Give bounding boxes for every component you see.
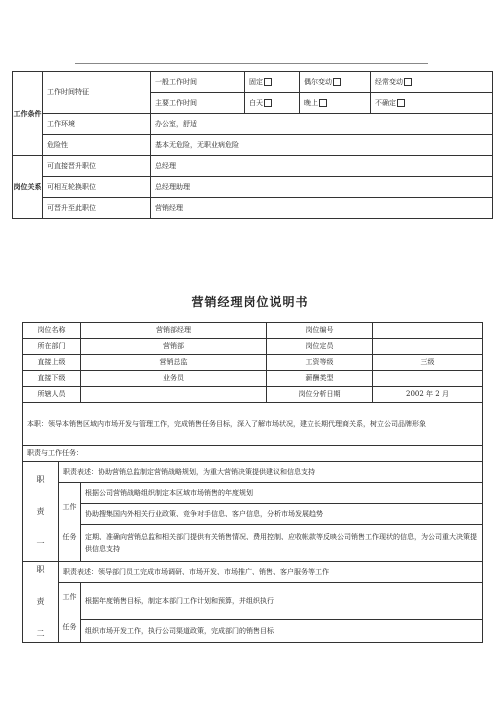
opt-occasional-label: 偶尔变动: [304, 77, 332, 86]
table-row: [23, 371, 483, 387]
table-row: [23, 323, 483, 339]
table-row: [13, 156, 493, 177]
job-description-table: [22, 322, 483, 643]
duty-two-label: 职 责 二: [23, 562, 59, 643]
grade-value: 三级: [373, 355, 483, 371]
duty-two-task-label: 工作 任务: [59, 583, 81, 643]
team-value: [81, 387, 267, 403]
opt-night-label: 晚上: [304, 98, 318, 107]
table-row: [13, 114, 493, 135]
conditions-category: 工作条件: [13, 72, 43, 156]
rotate-value: 总经理助理: [151, 177, 493, 198]
env-label: 工作环境: [43, 114, 151, 135]
uncertain-checkbox[interactable]: [397, 99, 405, 107]
table-row: [23, 387, 483, 403]
promote-value: 总经理: [151, 156, 493, 177]
occasional-checkbox[interactable]: [333, 78, 341, 86]
night-checkbox[interactable]: [319, 99, 327, 107]
table-row: [23, 620, 483, 643]
table-row: [23, 504, 483, 525]
rotate-label: 可相互轮换职位: [43, 177, 151, 198]
dept-value: 营销部: [81, 339, 267, 355]
staff-label: 岗位定员: [267, 339, 373, 355]
opt-uncertain-label: 不确定: [375, 98, 396, 107]
table-row: [13, 72, 493, 93]
table-row: [23, 355, 483, 371]
general-time-label: 一般工作时间: [151, 72, 245, 93]
team-label: 所辖人员: [23, 387, 81, 403]
relations-category: 岗位关系: [13, 156, 43, 219]
duty-one-task-label: 工作 任务: [59, 483, 81, 562]
document-title: 营销经理岗位说明书: [191, 295, 309, 309]
table-row: [23, 525, 483, 562]
duties-header: 职责与工作任务：: [23, 446, 483, 462]
name-label: 岗位名称: [23, 323, 81, 339]
date-label: 岗位分析日期: [267, 387, 373, 403]
promote-label: 可直接晋升职位: [43, 156, 151, 177]
summary-text: 本职：领导本销售区域内市场开发与管理工作，完成销售任务目标，深入了解市场状况，建立长期代理商关系，树立公司品牌形象: [23, 403, 483, 446]
pay-label: 薪酬类型: [267, 371, 373, 387]
duty-two-task: 根据年度销售目标，制定本部门工作计划和预算，并组织执行: [81, 583, 483, 620]
table-row: [23, 462, 483, 483]
frequent-checkbox[interactable]: [404, 78, 412, 86]
duty-two-description: 职责表述：领导部门员工完成市场调研、市场开发、市场推广、销售、客户服务等工作: [59, 562, 483, 583]
duty-one-label: 职 责 一: [23, 462, 59, 562]
day-checkbox[interactable]: [264, 99, 272, 107]
table-row: [23, 403, 483, 446]
grade-label: 工资等级: [267, 355, 373, 371]
name-value: 营销部经理: [81, 323, 267, 339]
opt-day-label: 白天: [249, 98, 263, 107]
sub-label: 直接下级: [23, 371, 81, 387]
risk-label: 危险性: [43, 135, 151, 156]
main-time-label: 主要工作时间: [151, 93, 245, 114]
dept-label: 所在部门: [23, 339, 81, 355]
table-row: [23, 339, 483, 355]
duty-two-task: 组织市场开发工作，执行公司渠道政策，完成部门的销售目标: [81, 620, 483, 643]
duty-one-task: 根据公司营销战略组织制定本区域市场销售的年度规划: [81, 483, 483, 504]
table-row: [13, 177, 493, 198]
table-row: [23, 446, 483, 462]
job-conditions-table: [12, 71, 493, 219]
from-label: 可晋升至此职位: [43, 198, 151, 219]
staff-value: [373, 339, 483, 355]
opt-fixed-label: 固定: [249, 77, 263, 86]
code-value: [373, 323, 483, 339]
superior-value: 营销总监: [81, 355, 267, 371]
header-rule: [75, 63, 428, 64]
superior-label: 直接上级: [23, 355, 81, 371]
duty-one-description: 职责表述：协助营销总监制定营销战略规划，为重大营销决策提供建议和信息支持: [59, 462, 483, 483]
from-value: 营销经理: [151, 198, 493, 219]
time-label: 工作时间特征: [43, 72, 151, 114]
code-label: 岗位编号: [267, 323, 373, 339]
sub-value: 业务员: [81, 371, 267, 387]
date-value: 2002 年 2 月: [373, 387, 483, 403]
duty-one-task: 协助搜集国内外相关行业政策、竞争对手信息、客户信息，分析市场发展趋势: [81, 504, 483, 525]
opt-frequent-label: 经常变动: [375, 77, 403, 86]
risk-value: 基本无危险，无职业病危险: [151, 135, 493, 156]
table-row: [23, 583, 483, 620]
pay-value: [373, 371, 483, 387]
env-value: 办公室，舒适: [151, 114, 493, 135]
fixed-checkbox[interactable]: [264, 78, 272, 86]
table-row: [13, 135, 493, 156]
table-row: [13, 198, 493, 219]
table-row: [23, 562, 483, 583]
duty-one-task: 定期、准确向营销总监和相关部门提供有关销售情况、费用控制、应收帐款等反映公司销售工作现状的信息，为公司重大决策提供信息支持: [81, 525, 483, 562]
table-row: [23, 483, 483, 504]
